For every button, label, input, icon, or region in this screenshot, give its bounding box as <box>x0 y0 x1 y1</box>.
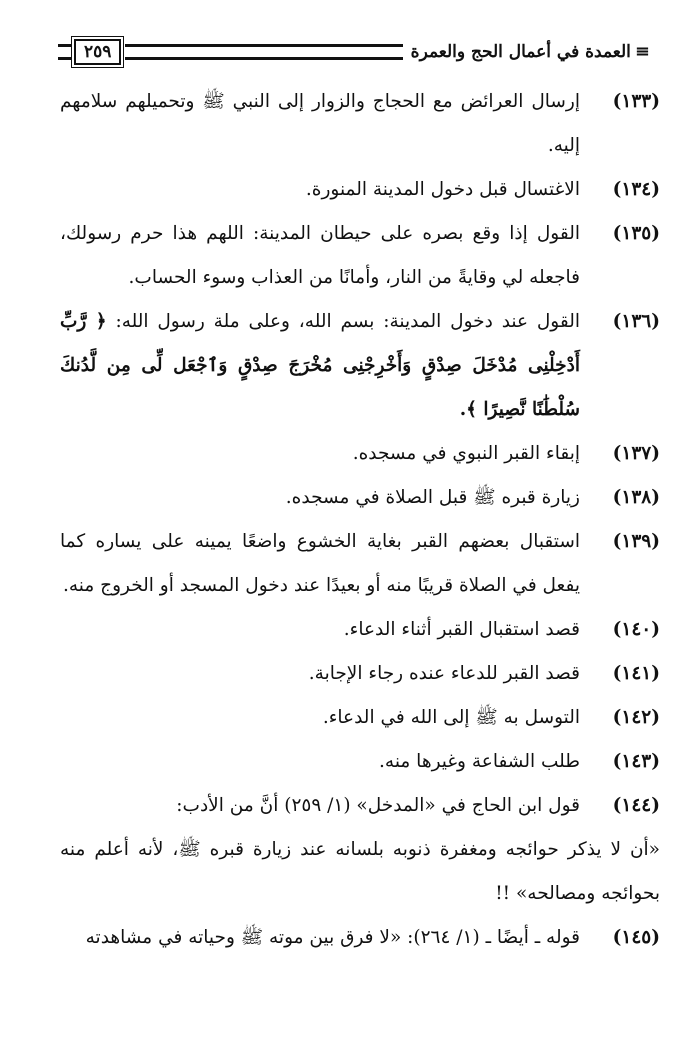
item-text: زيارة قبره ﷺ قبل الصلاة في مسجده. <box>285 487 580 508</box>
item-number: (١٣٤) <box>612 179 660 200</box>
item-number: (١٤٢) <box>612 707 660 728</box>
list-item <box>60 652 660 696</box>
item-number: (١٣٧) <box>612 443 660 464</box>
item-number: (١٣٩) <box>612 531 660 552</box>
item-number: (١٤٠) <box>612 619 660 640</box>
item-number: (١٤٤) <box>612 795 660 816</box>
header-title: العمدة في أعمال الحج والعمرة <box>410 42 631 62</box>
list-item <box>60 608 660 652</box>
item-text <box>60 300 580 432</box>
item-text: استقبال بعضهم القبر بغاية الخشوع واضعًا يمينه على يساره كما يفعل في الصلاة قريبًا منه أو بعيدًا عند دخول المسجد أو الخروج منه. <box>60 531 580 596</box>
item-number: (١٣٨) <box>612 487 660 508</box>
block-quote <box>60 828 660 916</box>
list-item <box>60 476 660 520</box>
item-number: (١٤١) <box>612 663 660 684</box>
list-item <box>60 168 660 212</box>
item-number: (١٣٣) <box>612 91 660 112</box>
item-text: قصد القبر للدعاء عنده رجاء الإجابة. <box>308 663 580 684</box>
item-text: إرسال العرائض مع الحجاج والزوار إلى النبي ﷺ وتحميلهم سلامهم إليه. <box>60 91 580 156</box>
item-text: الاغتسال قبل دخول المدينة المنورة. <box>305 179 580 200</box>
running-header <box>58 38 650 66</box>
list-item <box>60 212 660 300</box>
item-text: التوسل به ﷺ إلى الله في الدعاء. <box>322 707 580 728</box>
list-item <box>60 432 660 476</box>
item-text: طلب الشفاعة وغيرها منه. <box>379 751 580 772</box>
list-item <box>60 916 660 960</box>
item-text: قوله ـ أيضًا ـ (١/ ٢٦٤): «لا فرق بين موته ﷺ وحياته في مشاهدته <box>85 927 580 948</box>
item-number: (١٤٥) <box>612 927 660 948</box>
item-text: قصد استقبال القبر أثناء الدعاء. <box>343 619 580 640</box>
item-text: إبقاء القبر النبوي في مسجده. <box>352 443 580 464</box>
page-number: ٢٥٩ <box>74 39 121 65</box>
list-item <box>60 784 660 828</box>
page-body <box>60 80 660 960</box>
item-number: (١٣٥) <box>612 223 660 244</box>
header-rule <box>125 44 402 60</box>
quran-verse: ﴿ رَّبِّ أَدْخِلْنِى مُدْخَلَ صِدْقٍ وَأَخْرِجْنِى مُخْرَجَ صِدْقٍ وَٱجْعَل لِّى مِن لَّدُنكَ سُلْطَٰنًا نَّصِيرًا ﴾. <box>60 311 580 420</box>
item-number: (١٣٦) <box>612 311 660 332</box>
item-text: القول إذا وقع بصره على حيطان المدينة: اللهم هذا حرم رسولك، فاجعله لي وقايةً من النار، وأمانًا من العذاب وسوء الحساب. <box>60 223 580 288</box>
list-item <box>60 740 660 784</box>
list-item <box>60 80 660 168</box>
list-item <box>60 696 660 740</box>
header-ornament-icon: ≡ <box>634 41 650 62</box>
item-number: (١٤٣) <box>612 751 660 772</box>
quote-text: «أن لا يذكر حوائجه ومغفرة ذنوبه بلسانه عند زيارة قبره ﷺ، لأنه أعلم منه بحوائجه ومصالحه» !! <box>60 839 660 904</box>
header-rule-end <box>58 44 72 60</box>
list-item <box>60 520 660 608</box>
item-text: قول ابن الحاج في «المدخل» (١/ ٢٥٩) أنَّ من الأدب: <box>176 795 580 816</box>
list-item <box>60 300 660 432</box>
item-text-intro: القول عند دخول المدينة: بسم الله، وعلى ملة رسول الله: <box>115 311 581 332</box>
